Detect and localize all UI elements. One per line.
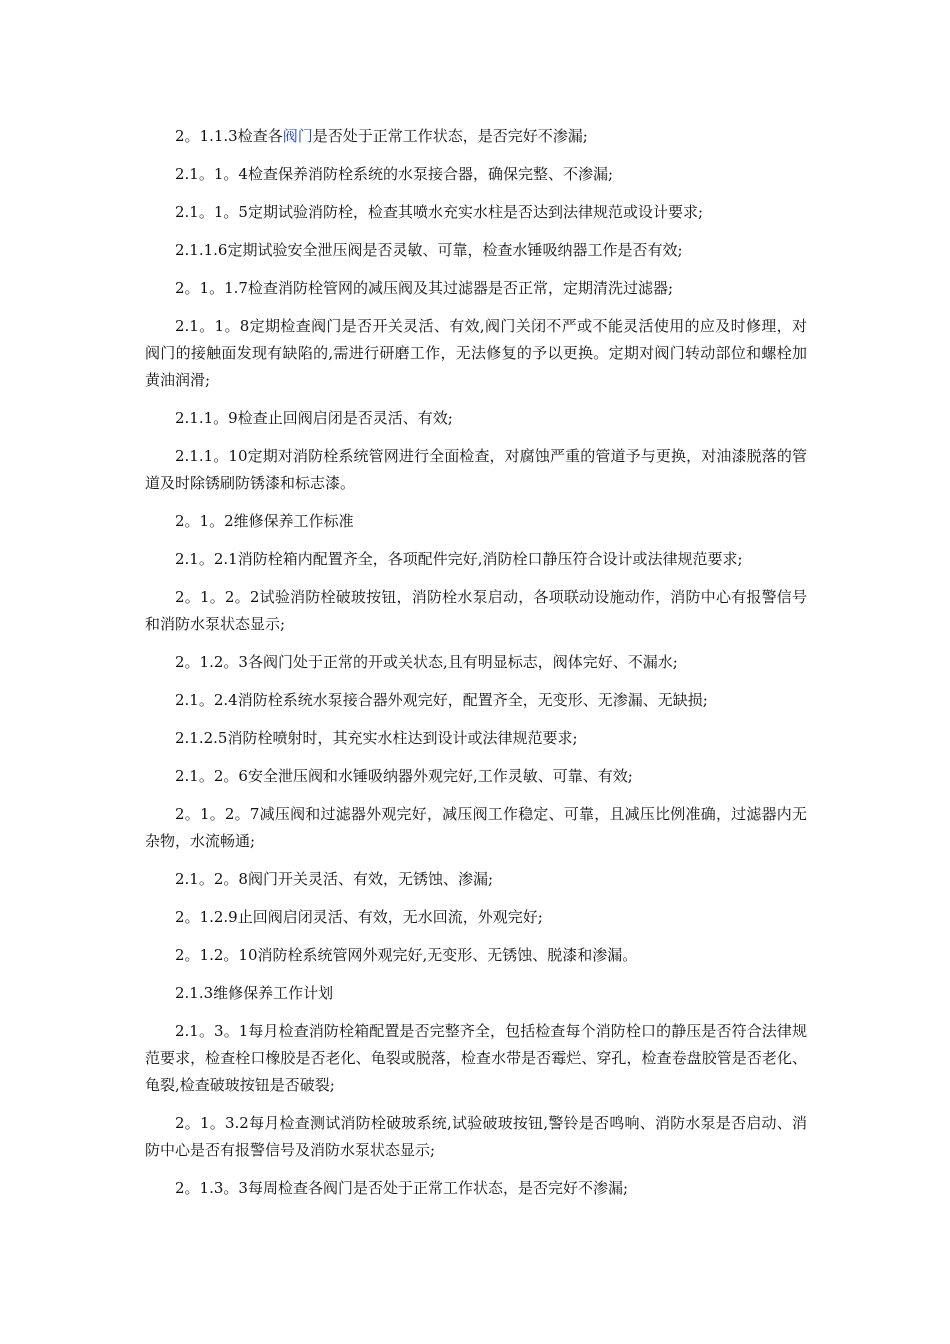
valve-link[interactable]: 阀门	[282, 127, 313, 145]
paragraph: 2.1。2.1消防栓箱内配置齐全，各项配件完好,消防栓口静压符合设计或法律规范要求;	[175, 550, 743, 568]
paragraph: 2。1.2。3各阀门处于正常的开或关状态,且有明显标志，阀体完好、不漏水;	[175, 653, 678, 671]
paragraph-text: 2。1.1.3检查各	[175, 127, 283, 145]
paragraph: 2.1.1。9检查止回阀启闭是否灵活、有效;	[175, 409, 453, 427]
document-body	[145, 123, 807, 1213]
paragraph: 2.1。1。4检查保养消防栓系统的水泵接合器，确保完整、不渗漏;	[175, 165, 613, 183]
paragraph: 2.1。3。1每月检查消防栓箱配置是否完整齐全，包括检查每个消防栓口的静压是否符合法律规范要求，检查栓口橡胶是否老化、龟裂或脱落，检查水带是否霉烂、穿孔，检查卷盘胶管是否老化、龟裂,检查破玻按钮是否破裂;	[145, 1022, 807, 1094]
paragraph: 2.1。2。6安全泄压阀和水锤吸纳器外观完好,工作灵敏、可靠、有效;	[175, 767, 633, 785]
paragraph: 2。1。1.7检查消防栓管网的减压阀及其过滤器是否正常，定期清洗过滤器;	[175, 279, 673, 297]
paragraph: 2.1。2.4消防栓系统水泵接合器外观完好，配置齐全，无变形、无渗漏、无缺损;	[175, 691, 708, 709]
paragraph: 2。1。2。7减压阀和过滤器外观完好，减压阀工作稳定、可靠，且减压比例准确，过滤器内无杂物，水流畅通;	[145, 805, 807, 850]
paragraph: 2。1.2。10消防栓系统管网外观完好,无变形、无锈蚀、脱漆和渗漏。	[175, 946, 638, 964]
section-heading: 2。1。2维修保养工作标准	[175, 512, 354, 530]
paragraph: 2。1。2。2试验消防栓破玻按钮，消防栓水泵启动，各项联动设施动作，消防中心有报警信号和消防水泵状态显示;	[145, 588, 807, 633]
paragraph: 2.1.1.6定期试验安全泄压阀是否灵敏、可靠，检查水锤吸纳器工作是否有效;	[175, 241, 683, 259]
paragraph: 2.1.2.5消防栓喷射时，其充实水柱达到设计或法律规范要求;	[175, 729, 578, 747]
paragraph: 2.1.1。10定期对消防栓系统管网进行全面检查，对腐蚀严重的管道予与更换，对油漆脱落的管道及时除锈刷防锈漆和标志漆。	[145, 447, 807, 492]
paragraph: 2。1.3。3每周检查各阀门是否处于正常工作状态，是否完好不渗漏;	[175, 1179, 628, 1197]
section-heading: 2.1.3维修保养工作计划	[175, 984, 334, 1002]
paragraph: 2.1。1。5定期试验消防栓，检查其喷水充实水柱是否达到法律规范或设计要求;	[175, 203, 703, 221]
paragraph-text: 是否处于正常工作状态，是否完好不渗漏;	[312, 127, 588, 145]
paragraph: 2.1。1。8定期检查阀门是否开关灵活、有效,阀门关闭不严或不能灵活使用的应及时修理，对阀门的接触面发现有缺陷的,需进行研磨工作，无法修复的予以更换。定期对阀门转动部位和螺栓加黄油润滑;	[145, 317, 807, 389]
paragraph: 2.1。2。8阀门开关灵活、有效，无锈蚀、渗漏;	[175, 870, 493, 888]
paragraph	[145, 123, 807, 150]
paragraph: 2。1.2.9止回阀启闭灵活、有效，无水回流，外观完好;	[175, 908, 543, 926]
paragraph: 2。1。3.2每月检查测试消防栓破玻系统,试验破玻按钮,警铃是否鸣响、消防水泵是否启动、消防中心是否有报警信号及消防水泵状态显示;	[145, 1114, 807, 1159]
